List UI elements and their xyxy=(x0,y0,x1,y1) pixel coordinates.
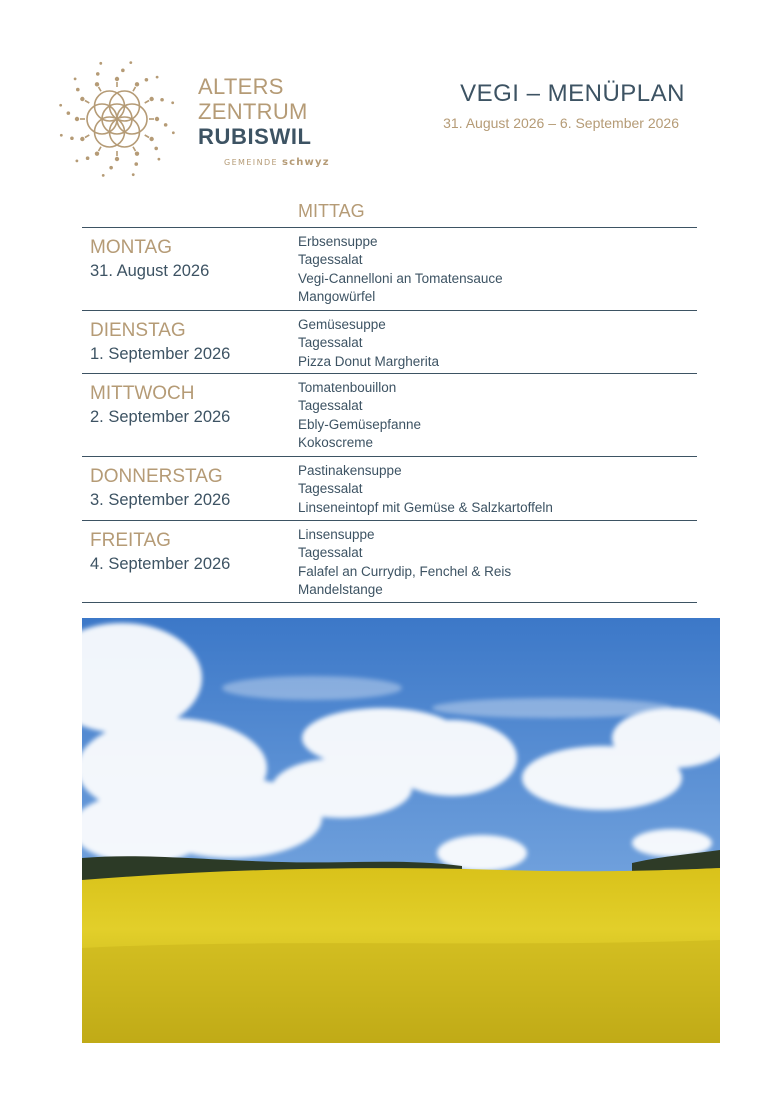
dish-item: Linseneintopf mit Gemüse & Salzkartoffeln xyxy=(298,499,553,515)
page-title: VEGI – MENÜPLAN xyxy=(460,80,685,107)
logo-gemeinde xyxy=(198,157,330,168)
dish-item: Linsensuppe xyxy=(298,527,375,542)
dish-item: Falafel an Currydip, Fenchel & Reis xyxy=(298,563,512,579)
dish-item: Gemüsesuppe xyxy=(298,317,386,332)
dish-item: Pizza Donut Margherita xyxy=(298,353,440,369)
dish-list xyxy=(298,228,503,310)
dish-item: Tomatenbouillon xyxy=(298,380,397,395)
dish-item: Mangowürfel xyxy=(298,288,376,304)
dish-item: Tagessalat xyxy=(298,481,363,497)
logo-gemeinde-label: GEMEINDE xyxy=(224,158,278,167)
logo-mark-icon xyxy=(50,52,184,186)
day-name: DIENSTAG xyxy=(90,320,186,341)
column-header-mittag: MITTAG xyxy=(298,201,365,221)
menu-row xyxy=(82,374,697,457)
dish-item: Tagessalat xyxy=(298,398,363,414)
dish-item: Kokoscreme xyxy=(298,434,374,450)
dish-item: Mandelstange xyxy=(298,581,383,597)
day-name: DONNERSTAG xyxy=(90,466,223,487)
dish-item: Tagessalat xyxy=(298,335,363,351)
dish-item: Ebly-Gemüsepfanne xyxy=(298,416,422,432)
dish-item: Tagessalat xyxy=(298,252,363,268)
menu-row xyxy=(82,521,697,603)
day-date: 1. September 2026 xyxy=(90,345,231,363)
dish-item: Pastinakensuppe xyxy=(298,463,402,478)
day-name: MITTWOCH xyxy=(90,383,195,404)
dish-item: Erbsensuppe xyxy=(298,234,378,249)
logo-line-zentrum: ZENTRUM xyxy=(198,99,308,124)
logo-line-rubiswil: RUBISWIL xyxy=(198,124,312,149)
day-name: MONTAG xyxy=(90,237,172,258)
menu-row xyxy=(82,311,697,374)
menu-table xyxy=(82,198,697,603)
day-cell xyxy=(82,228,298,310)
day-date: 2. September 2026 xyxy=(90,408,231,426)
logo-line-alters: ALTERS xyxy=(198,74,284,99)
dish-item: Vegi-Cannelloni an Tomatensauce xyxy=(298,270,503,286)
date-range: 31. August 2026 – 6. September 2026 xyxy=(443,115,679,131)
day-cell xyxy=(82,521,298,602)
day-name: FREITAG xyxy=(90,530,171,551)
dish-list xyxy=(298,521,511,602)
menu-column-header xyxy=(82,198,697,228)
logo-schwyz-label: schwyz xyxy=(281,157,330,168)
menu-row xyxy=(82,228,697,311)
day-cell xyxy=(82,311,298,373)
day-date: 31. August 2026 xyxy=(90,262,210,280)
day-date: 3. September 2026 xyxy=(90,491,231,509)
dish-list xyxy=(298,457,553,520)
dish-list xyxy=(298,374,421,456)
logo-wordmark xyxy=(198,74,330,168)
landscape-photo xyxy=(82,618,720,1043)
menu-rows xyxy=(82,228,697,603)
dish-list xyxy=(298,311,439,373)
day-date: 4. September 2026 xyxy=(90,555,231,573)
dish-item: Tagessalat xyxy=(298,545,363,561)
day-cell xyxy=(82,374,298,456)
day-cell xyxy=(82,457,298,520)
menu-row xyxy=(82,457,697,521)
